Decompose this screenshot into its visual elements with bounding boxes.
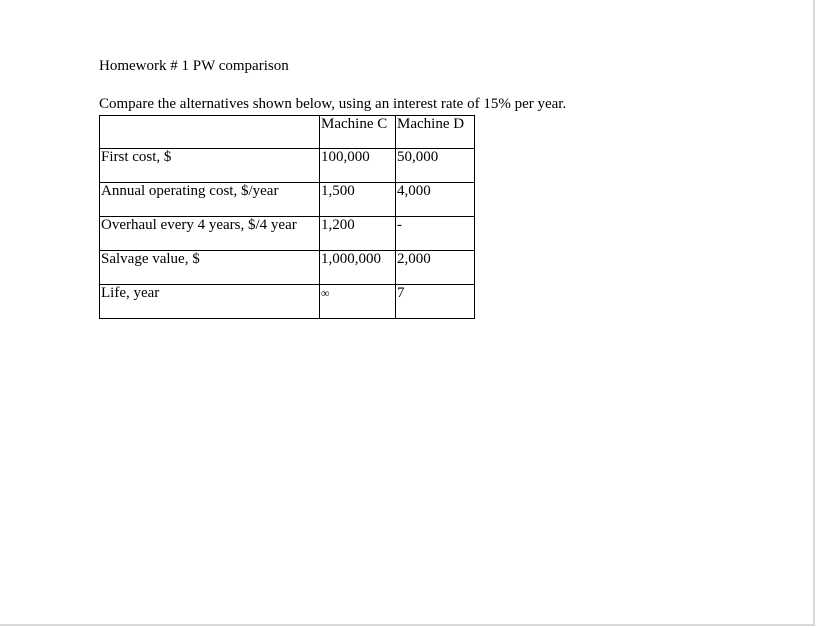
table-row [100,285,475,319]
comparison-table [99,115,475,319]
machine-c-value: 1,200 [320,217,396,251]
machine-d-value: 2,000 [396,251,475,285]
table-row [100,217,475,251]
infinity-symbol: ∞ [321,286,330,300]
machine-c-value: 1,500 [320,183,396,217]
row-label: First cost, $ [100,149,320,183]
header-cell-machine-c: Machine C [320,116,396,149]
machine-d-value: 50,000 [396,149,475,183]
document-title: Homework # 1 PW comparison [99,58,289,74]
row-label: Salvage value, $ [100,251,320,285]
row-label: Overhaul every 4 years, $/4 year [100,217,320,251]
machine-d-value: 7 [396,285,475,319]
machine-c-value: 100,000 [320,149,396,183]
table-row [100,149,475,183]
table-header-row [100,116,475,149]
row-label: Life, year [100,285,320,319]
machine-c-value: 1,000,000 [320,251,396,285]
header-cell-empty [100,116,320,149]
table-row [100,183,475,217]
table-row [100,251,475,285]
problem-statement: Compare the alternatives shown below, using an interest rate of 15% per year. [99,96,567,112]
machine-c-value [320,285,396,319]
header-cell-machine-d: Machine D [396,116,475,149]
machine-d-value: 4,000 [396,183,475,217]
row-label: Annual operating cost, $/year [100,183,320,217]
machine-d-value: - [396,217,475,251]
